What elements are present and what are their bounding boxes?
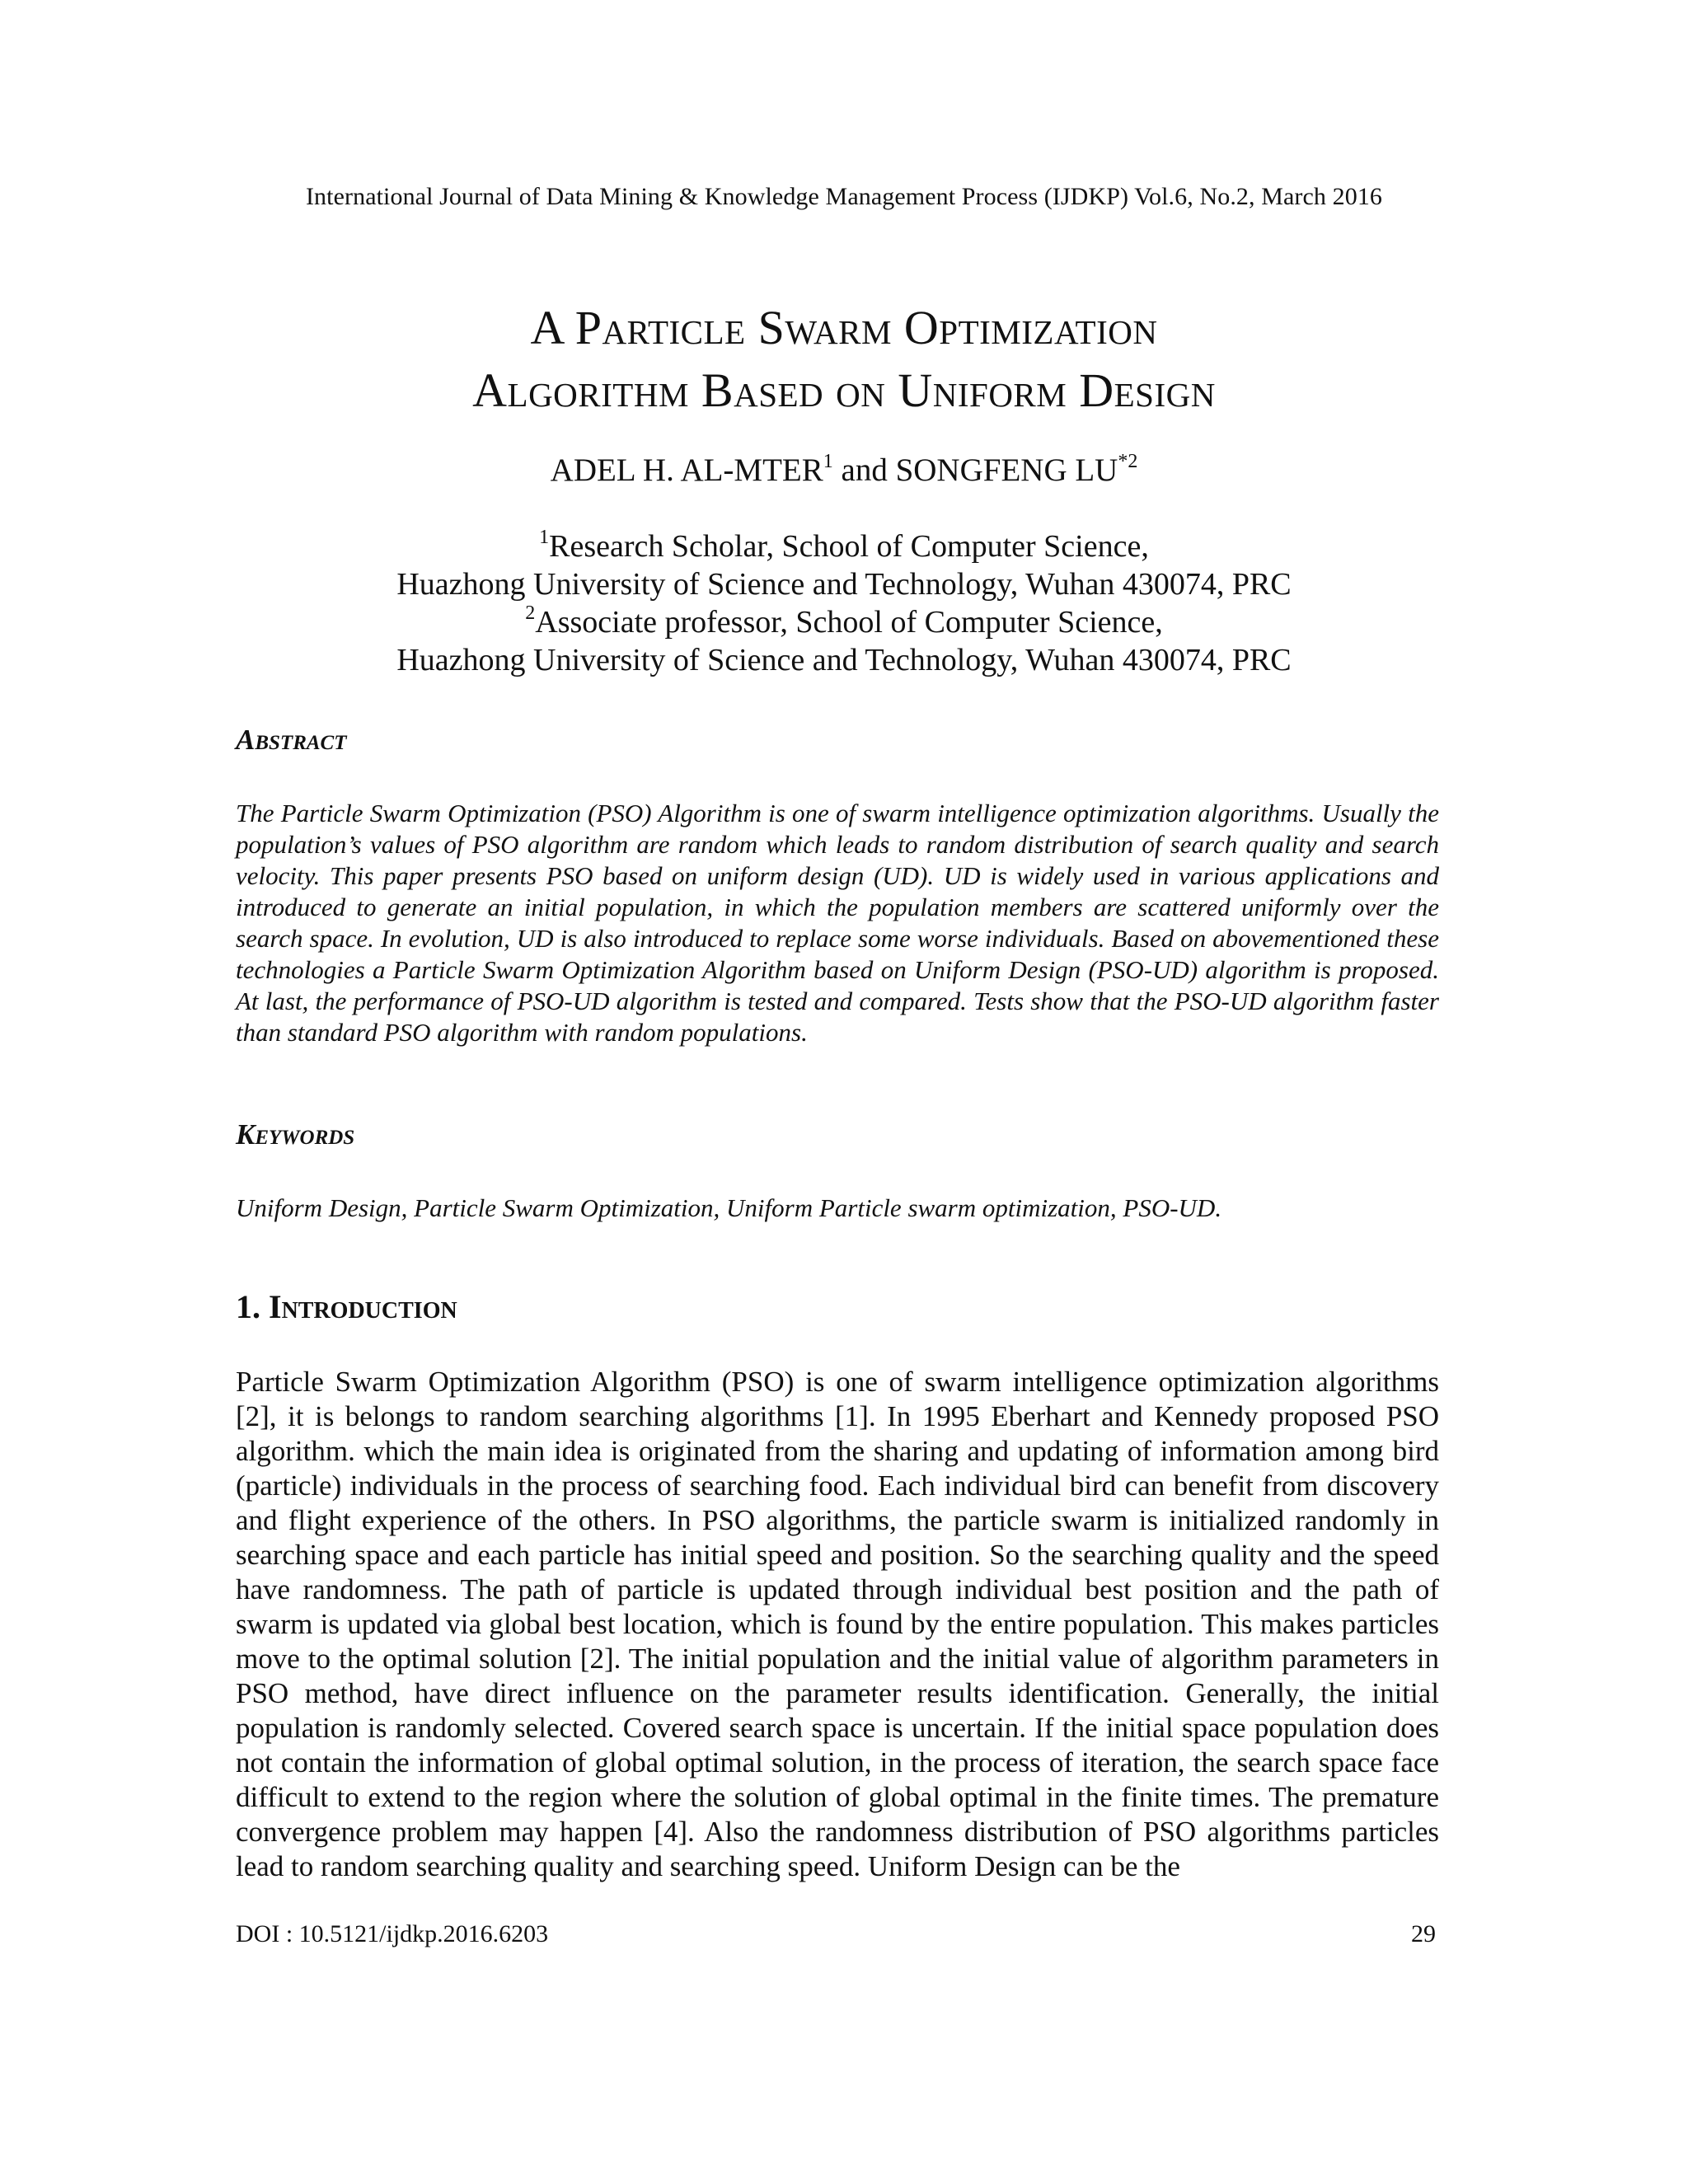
keywords-text: Uniform Design, Particle Swarm Optimization, Uniform Particle swarm optimization, PSO-UD.: [236, 1193, 1222, 1222]
affiliation-2-role: Associate professor, School of Computer Science,: [535, 605, 1163, 640]
affiliation-2-mark: 2: [525, 602, 536, 624]
paper-title: [0, 297, 1688, 422]
abstract-heading: Abstract: [236, 724, 347, 756]
title-line-2: Algorithm Based on Uniform Design: [472, 363, 1216, 417]
title-line-1: A Particle Swarm Optimization: [530, 301, 1158, 354]
affiliation-1-mark: 1: [539, 527, 550, 548]
affiliation-1-role: Research Scholar, School of Computer Science,: [549, 529, 1149, 564]
affiliations: [0, 527, 1688, 679]
author-conjunction: and: [832, 452, 896, 488]
affiliation-1-line-2: Huazhong University of Science and Technology, Wuhan 430074, PRC: [396, 567, 1292, 602]
page-number: 29: [1411, 1920, 1436, 1947]
author-1-affiliation-mark: 1: [823, 451, 833, 472]
keywords-heading: Keywords: [236, 1118, 355, 1151]
abstract-text: The Particle Swarm Optimization (PSO) Algorithm is one of swarm intelligence optimization algorithms. Usually the population’s values of PSO algorithm are random which leads to random distribution of search quality and search velocity. This paper presents PSO based on uniform design (UD). UD is widely used in various applications and introduced to generate an initial population, in which the population members are scattered uniformly over the search space. In evolution, UD is also introduced to replace some worse individuals. Based on abovementioned these technologies a Particle Swarm Optimization Algorithm based on Uniform Design (PSO-UD) algorithm is proposed. At last, the performance of PSO-UD algorithm is tested and compared. Tests show that the PSO-UD algorithm faster than standard PSO algorithm with random populations.: [236, 799, 1439, 1047]
author-2-affiliation-mark: *2: [1118, 451, 1138, 472]
running-header: International Journal of Data Mining & Knowledge Management Process (IJDKP) Vol.6, No.2, March 2016: [305, 183, 1383, 210]
affiliation-2-line-2: Huazhong University of Science and Technology, Wuhan 430074, PRC: [396, 643, 1292, 677]
page-footer: [236, 1920, 1439, 1948]
author-list: [0, 452, 1688, 489]
author-1-name: ADEL H. AL-MTER: [550, 452, 823, 488]
affiliation-2-line-1: [0, 603, 1688, 641]
doi-text: DOI : 10.5121/ijdkp.2016.6203: [236, 1920, 549, 1947]
introduction-heading: 1. Introduction: [236, 1288, 457, 1325]
author-2-name: SONGFENG LU: [895, 452, 1118, 488]
introduction-text: Particle Swarm Optimization Algorithm (PSO) is one of swarm intelligence optimization algorithms [2], it is belongs to random searching algorithms [1]. In 1995 Eberhart and Kennedy proposed PSO algorithm. which the main idea is originated from the sharing and updating of information among bird (particle) individuals in the process of searching food. Each individual bird can benefit from discovery and flight experience of the others. In PSO algorithms, the particle swarm is initialized randomly in searching space and each particle has initial speed and position. So the searching quality and the speed have randomness. The path of particle is updated through individual best position and the path of swarm is updated via global best location, which is found by the entire population. This makes particles move to the optimal solution [2]. The initial population and the initial value of algorithm parameters in PSO method, have direct influence on the parameter results identification. Generally, the initial population is randomly selected. Covered search space is uncertain. If the initial space population does not contain the information of global optimal solution, in the process of iteration, the search space face difficult to extend to the region where the solution of global optimal in the finite times. The premature convergence problem may happen [4]. Also the randomness distribution of PSO algorithms particles lead to random searching quality and searching speed. Uniform Design can be the: [236, 1366, 1439, 1882]
affiliation-1-line-1: [0, 527, 1688, 565]
